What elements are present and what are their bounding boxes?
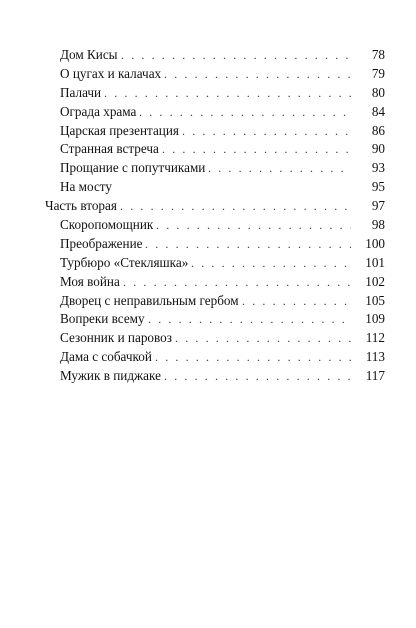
toc-leader-dots	[104, 84, 351, 103]
toc-leader-dots	[164, 65, 351, 84]
toc-leader-dots	[182, 122, 351, 141]
toc-entry	[45, 329, 385, 348]
toc-entry-title: На мосту	[60, 178, 115, 197]
toc-entry-page-number: 79	[353, 65, 385, 84]
toc-leader-dots	[139, 103, 351, 122]
toc-entry-title: Царская презентация	[60, 122, 182, 141]
toc-entry-title: Дворец с неправильным гербом	[60, 292, 242, 311]
toc-entry	[45, 216, 385, 235]
toc-entry	[45, 122, 385, 141]
toc-entry	[45, 254, 385, 273]
toc-entry	[45, 348, 385, 367]
toc-entry	[45, 367, 385, 386]
toc-entry-page-number: 86	[353, 122, 385, 141]
toc-leader-dots	[208, 159, 351, 178]
toc-entry	[45, 46, 385, 65]
toc-leader-dots	[148, 310, 351, 329]
toc-entry-page-number: 112	[353, 329, 385, 348]
toc-entry-page-number: 93	[353, 159, 385, 178]
table-of-contents	[45, 46, 385, 386]
toc-entry-title: Сезонник и паровоз	[60, 329, 175, 348]
toc-leader-dots	[156, 216, 351, 235]
toc-entry	[45, 178, 385, 197]
toc-entry	[45, 103, 385, 122]
toc-entry-title: Преображение	[60, 235, 145, 254]
toc-leader-dots	[145, 235, 351, 254]
toc-leader-dots	[162, 140, 351, 159]
toc-entry-page-number: 113	[353, 348, 385, 367]
toc-entry-title: Скоропомощник	[60, 216, 156, 235]
toc-entry-title: Моя война	[60, 273, 123, 292]
toc-entry-page-number: 78	[353, 46, 385, 65]
toc-entry-title: Турбюро «Стекляшка»	[60, 254, 191, 273]
toc-leader-dots	[175, 329, 351, 348]
toc-leader-dots	[191, 254, 351, 273]
toc-entry-title: Ограда храма	[60, 103, 139, 122]
toc-entry-title: Часть вторая	[45, 197, 120, 216]
toc-entry-page-number: 95	[353, 178, 385, 197]
toc-entry-page-number: 90	[353, 140, 385, 159]
toc-entry-page-number: 80	[353, 84, 385, 103]
toc-entry-page-number: 101	[353, 254, 385, 273]
toc-leader-dots	[242, 292, 351, 311]
toc-entry-title: Дама с собачкой	[60, 348, 155, 367]
toc-entry	[45, 292, 385, 311]
toc-entry	[45, 159, 385, 178]
toc-leader-dots	[123, 273, 351, 292]
toc-entry	[45, 273, 385, 292]
toc-entry-page-number: 84	[353, 103, 385, 122]
toc-entry	[45, 310, 385, 329]
toc-entry-page-number: 98	[353, 216, 385, 235]
toc-entry	[45, 140, 385, 159]
toc-entry-page-number: 100	[353, 235, 385, 254]
toc-entry-page-number: 102	[353, 273, 385, 292]
toc-entry	[45, 197, 385, 216]
toc-entry-page-number: 109	[353, 310, 385, 329]
toc-entry-page-number: 97	[353, 197, 385, 216]
toc-leader-dots	[120, 197, 351, 216]
toc-leader-dots	[164, 367, 351, 386]
toc-entry-title: Дом Кисы	[60, 46, 121, 65]
toc-entry	[45, 235, 385, 254]
toc-entry-title: Странная встреча	[60, 140, 162, 159]
toc-entry	[45, 84, 385, 103]
toc-entry-page-number: 105	[353, 292, 385, 311]
toc-entry-title: О цугах и калачах	[60, 65, 164, 84]
toc-entry-title: Мужик в пиджаке	[60, 367, 164, 386]
toc-leader-dots	[121, 46, 351, 65]
toc-entry-title: Палачи	[60, 84, 104, 103]
toc-entry-title: Вопреки всему	[60, 310, 148, 329]
toc-entry-page-number: 117	[353, 367, 385, 386]
toc-leader-dots	[155, 348, 351, 367]
toc-entry	[45, 65, 385, 84]
toc-entry-title: Прощание с попутчиками	[60, 159, 208, 178]
